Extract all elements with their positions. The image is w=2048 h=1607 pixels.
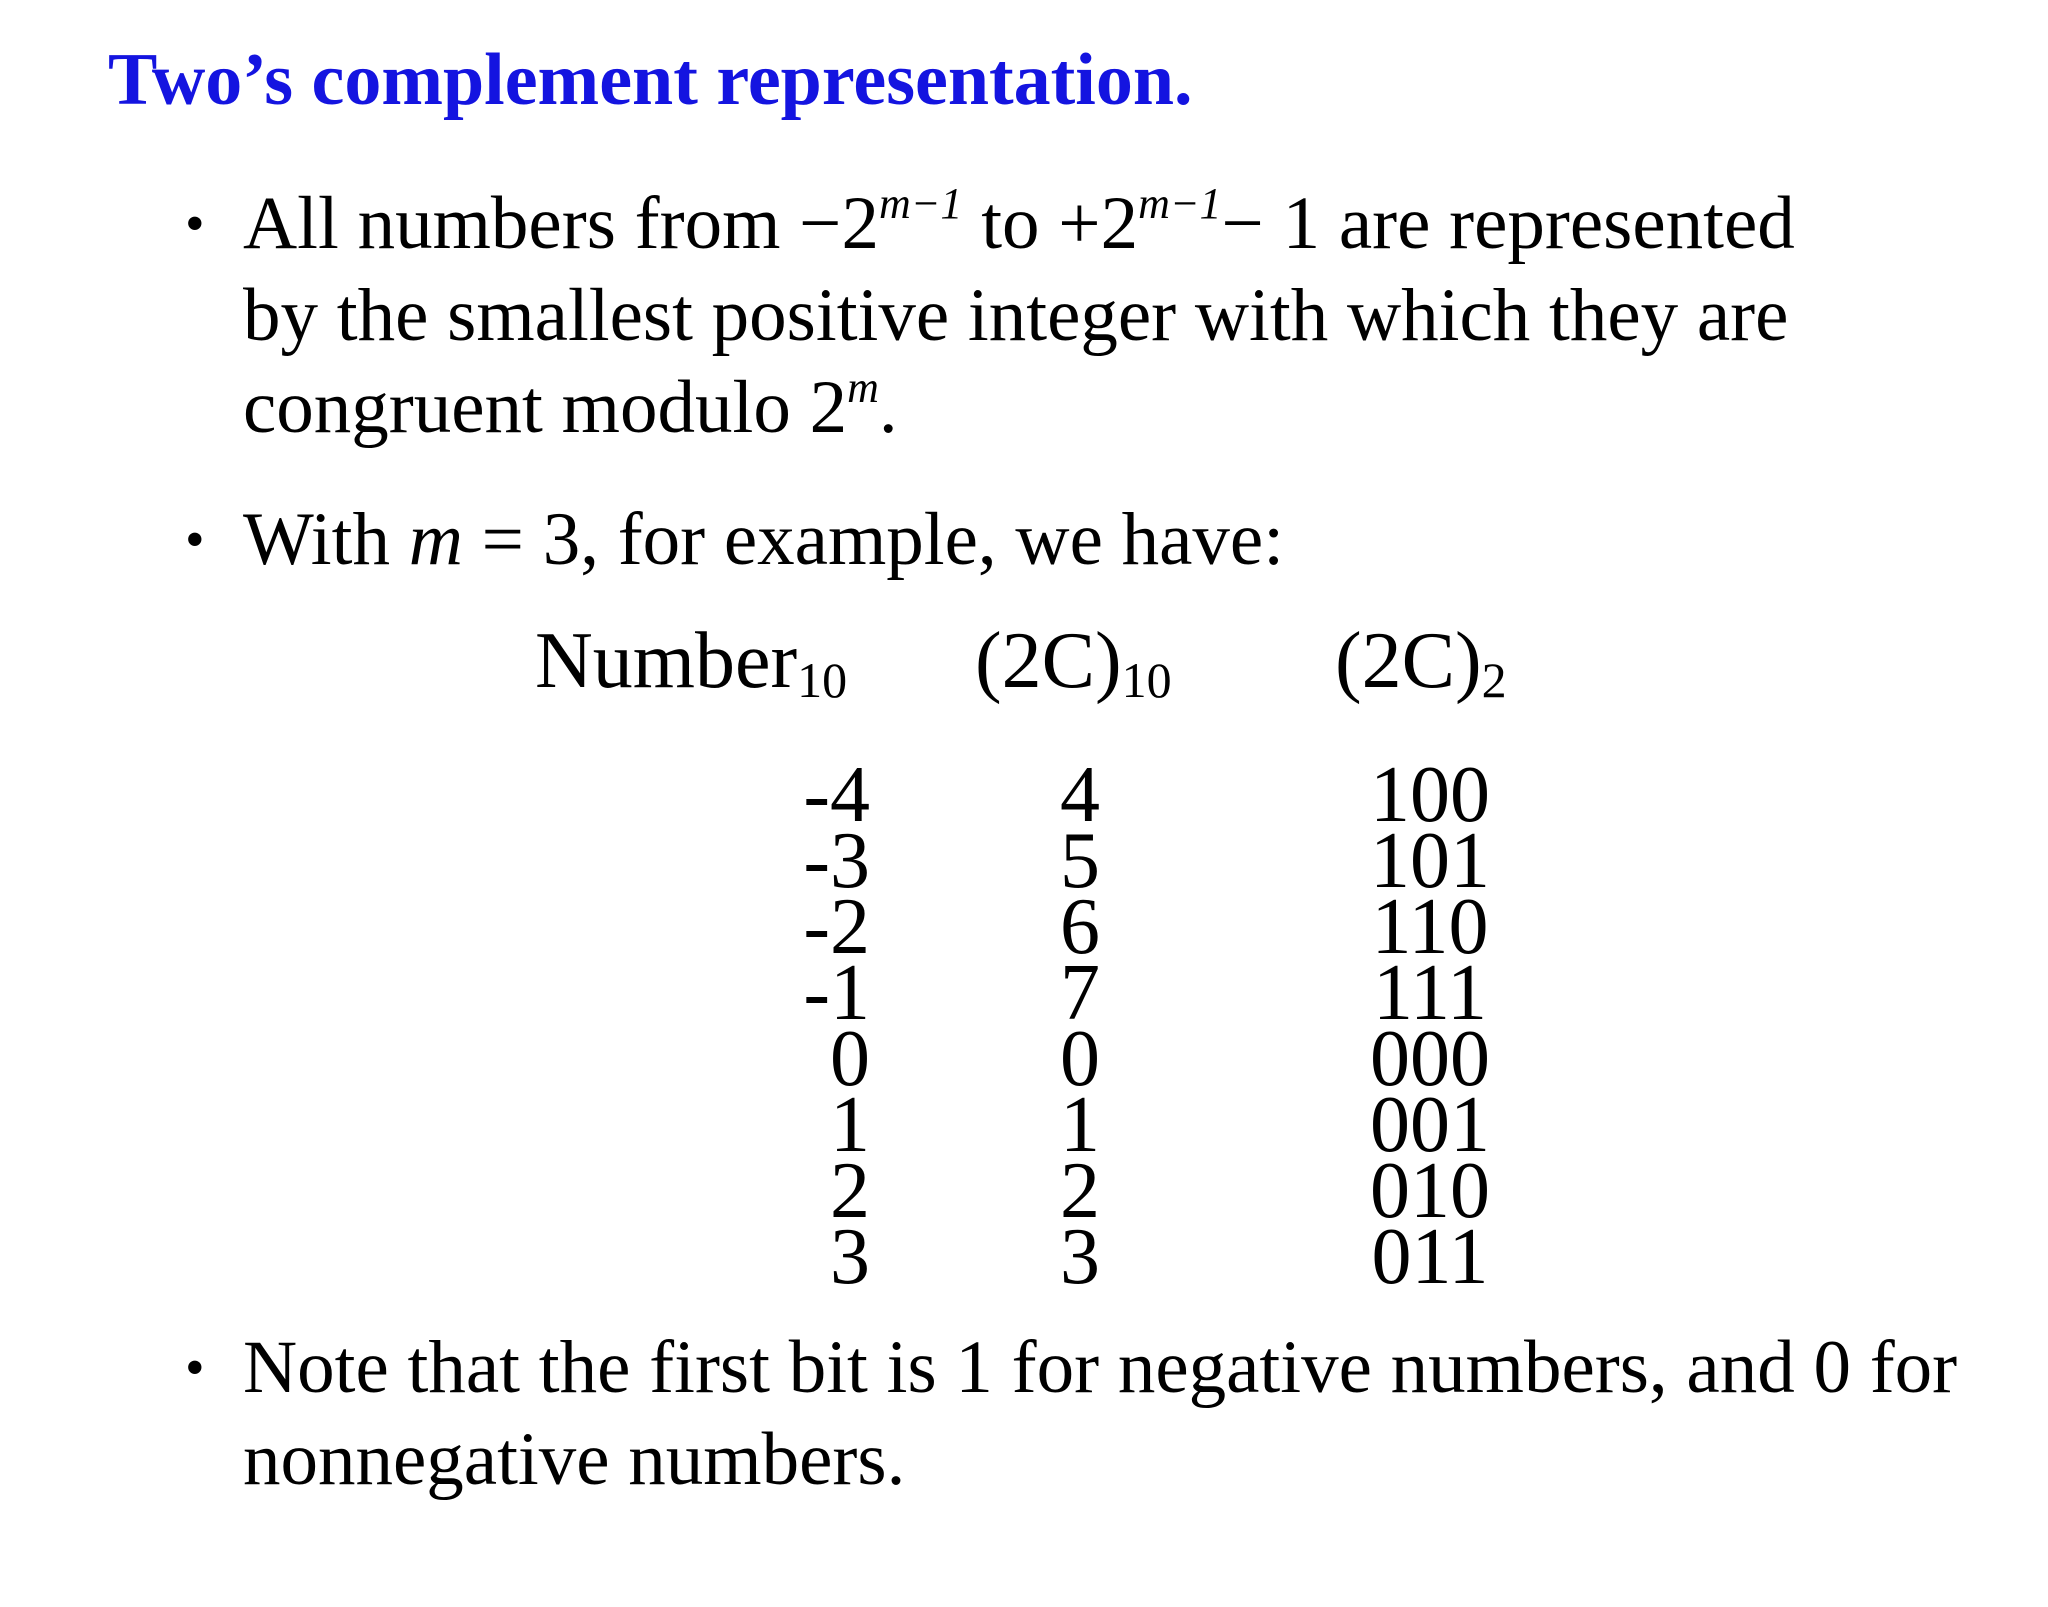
table-cell: 0 <box>830 1015 870 1103</box>
text-segment: . <box>878 366 898 449</box>
exponent: m <box>847 363 879 412</box>
bullet-body <box>243 178 1965 454</box>
header-subscript: 10 <box>1121 652 1172 708</box>
table-cell: 3 <box>830 1213 870 1301</box>
bullet-line: by the smallest positive integer with which they are <box>243 274 1789 357</box>
table-cell: -4 <box>803 751 870 839</box>
table-cell: 5 <box>1060 817 1100 905</box>
column-2c2 <box>1330 751 1530 1301</box>
text-segment: With <box>243 498 409 581</box>
bullet-line <box>243 494 1965 586</box>
column-number10 <box>720 751 870 1301</box>
table-cell: 011 <box>1371 1213 1489 1301</box>
table-cell: 2 <box>830 1147 870 1235</box>
text-segment: = 3, for example, we have: <box>462 498 1285 581</box>
table-cell: 1 <box>830 1081 870 1169</box>
table-header-number10 <box>535 615 847 707</box>
text-segment: All numbers from −2 <box>243 182 879 265</box>
bullet-body <box>243 1322 1965 1506</box>
text-segment: − 1 are represented <box>1221 182 1795 265</box>
math-variable: m <box>408 498 463 581</box>
table-cell: 1 <box>1060 1081 1100 1169</box>
table-cell: 7 <box>1060 949 1100 1037</box>
table-cell: 100 <box>1370 751 1490 839</box>
text-segment: to +2 <box>962 182 1139 265</box>
table-cell: -2 <box>803 883 870 971</box>
header-subscript: 10 <box>797 652 848 708</box>
table-cell: 6 <box>1060 883 1100 971</box>
exponent: m−1 <box>878 179 963 228</box>
bullet-congruence <box>185 178 1965 454</box>
bullet-marker: • <box>185 1337 205 1399</box>
table-cell: 000 <box>1370 1015 1490 1103</box>
text-segment: congruent modulo 2 <box>243 366 848 449</box>
table-header-2c10 <box>975 615 1172 707</box>
table-cell: 0 <box>1060 1015 1100 1103</box>
table-cell: 010 <box>1370 1147 1490 1235</box>
header-main: (2C) <box>975 617 1122 705</box>
header-main: Number <box>535 617 798 705</box>
table-header-2c2 <box>1335 615 1507 707</box>
table-cell: 4 <box>1060 751 1100 839</box>
slide-title: Two’s complement representation. <box>108 39 1193 121</box>
bullet-note <box>185 1322 1965 1506</box>
bullet-line: nonnegative numbers. <box>243 1418 906 1501</box>
table-cell: -3 <box>803 817 870 905</box>
bullet-example <box>185 494 1965 586</box>
table-cell: 110 <box>1371 883 1489 971</box>
bullet-line <box>243 178 1965 270</box>
bullet-line: Note that the first bit is 1 for negative numbers, and 0 for <box>243 1326 1958 1409</box>
bullet-marker: • <box>185 509 205 571</box>
header-subscript: 2 <box>1481 652 1507 708</box>
table-cell: 001 <box>1370 1081 1490 1169</box>
bullet-marker: • <box>185 193 205 255</box>
table-cell: -1 <box>803 949 870 1037</box>
table-cell: 2 <box>1060 1147 1100 1235</box>
exponent: m−1 <box>1138 179 1222 228</box>
table-cell: 101 <box>1370 817 1490 905</box>
table-cell: 111 <box>1372 949 1488 1037</box>
bullet-line <box>243 362 1965 454</box>
header-main: (2C) <box>1335 617 1482 705</box>
column-2c10 <box>1030 751 1130 1301</box>
table-cell: 3 <box>1060 1213 1100 1301</box>
bullet-body <box>243 494 1965 586</box>
